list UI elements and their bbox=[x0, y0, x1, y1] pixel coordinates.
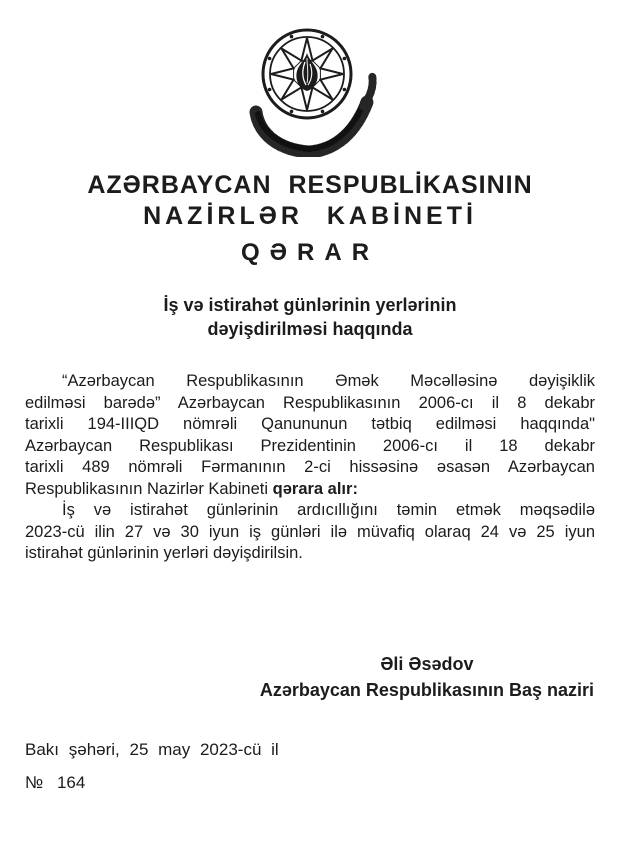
issuing-authority bbox=[25, 170, 595, 232]
body-line: tarixli 194-IIIQD nömrəli Qanununun tətbiq edilməsi haqqında" bbox=[25, 415, 595, 433]
decree-body bbox=[25, 371, 595, 565]
azerbaijan-state-emblem-icon bbox=[235, 22, 385, 157]
subject-line2: dəyişdirilməsi haqqında bbox=[207, 319, 413, 339]
document-number: № 164 bbox=[25, 772, 86, 792]
authority-line1: AZƏRBAYCAN RESPUBLİKASININ bbox=[87, 171, 533, 199]
body-line bbox=[25, 479, 595, 501]
paragraph-resolution bbox=[25, 500, 595, 565]
signature-block bbox=[260, 651, 594, 703]
state-emblem-svg bbox=[235, 22, 385, 157]
document-footer bbox=[25, 739, 595, 793]
body-line: İş və istirahət günlərinin ardıcıllığını təmin etmək məqsədilə bbox=[62, 501, 595, 519]
document-type-heading: QƏRAR bbox=[240, 239, 380, 266]
body-line-text: Respublikasının Nazirlər Kabineti bbox=[25, 479, 269, 498]
body-line: 2023-cü ilin 27 və 30 iyun iş günləri ilə müvafiq olaraq 24 və 25 iyun bbox=[25, 522, 595, 541]
decree-document bbox=[0, 22, 620, 793]
body-line: edilməsi barədə” Azərbaycan Respublikasının 2006-cı il 8 dekabr bbox=[25, 393, 595, 412]
resolves-phrase: qərara alır: bbox=[272, 479, 358, 498]
signer-name: Əli Əsədov bbox=[380, 653, 474, 674]
paragraph-preamble bbox=[25, 371, 595, 500]
body-line: Azərbaycan Respublikası Prezidentinin 2006-cı il 18 dekabr bbox=[25, 436, 595, 455]
authority-line2: NAZİRLƏR KABİNETİ bbox=[143, 202, 477, 230]
body-line: tarixli 489 nömrəli Fərmanının 2-ci hissəsinə əsasən Azərbaycan bbox=[25, 458, 595, 476]
decree-subject bbox=[25, 293, 595, 341]
subject-line1: İş və istirahət günlərinin yerlərinin bbox=[163, 295, 457, 315]
body-line: “Azərbaycan Respublikasının Əmək Məcəlləsinə dəyişiklik bbox=[62, 372, 595, 390]
body-line: istirahət günlərinin yerləri dəyişdirilsin. bbox=[25, 544, 303, 562]
place-and-date: Bakı şəhəri, 25 may 2023-cü il bbox=[25, 739, 279, 759]
signer-title: Azərbaycan Respublikasının Baş naziri bbox=[259, 679, 594, 700]
